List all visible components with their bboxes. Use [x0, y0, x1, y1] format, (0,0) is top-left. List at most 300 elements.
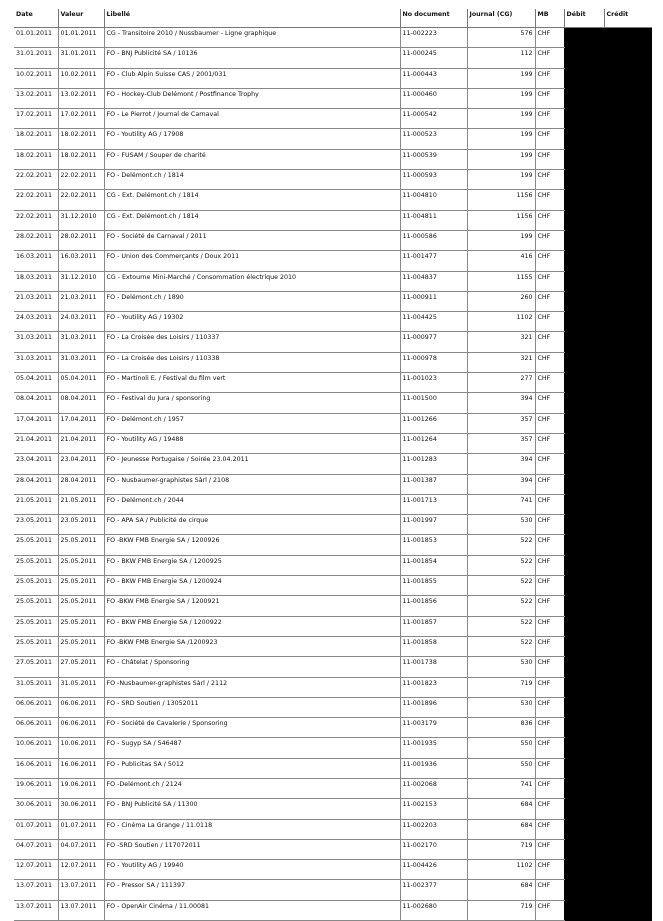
journal-cell: 522: [467, 596, 535, 616]
document-cell: 11-003179: [400, 718, 467, 738]
libelle-cell: FO -BKW FMB Energie SA / 1200926: [104, 535, 400, 555]
date-cell: 22.02.2011: [14, 210, 58, 230]
valeur-cell: 27.05.2011: [58, 657, 104, 677]
mb-cell: CHF: [535, 251, 564, 271]
table-row: [14, 596, 652, 616]
table-row: [14, 697, 652, 717]
valeur-cell: 25.05.2011: [58, 555, 104, 575]
journal-cell: 199: [467, 170, 535, 190]
valeur-cell: 23.04.2011: [58, 454, 104, 474]
header-date: Date: [14, 9, 58, 28]
credit-redacted-cell: [604, 596, 652, 616]
debit-redacted-cell: [564, 373, 604, 393]
credit-redacted-cell: [604, 190, 652, 210]
table-row: [14, 48, 652, 68]
journal-cell: 550: [467, 758, 535, 778]
libelle-cell: FO - SRD Soutien / 13052011: [104, 697, 400, 717]
credit-redacted-cell: [604, 312, 652, 332]
date-cell: 24.03.2011: [14, 312, 58, 332]
document-cell: 11-000523: [400, 129, 467, 149]
mb-cell: CHF: [535, 880, 564, 900]
journal-cell: 522: [467, 636, 535, 656]
date-cell: 31.03.2011: [14, 332, 58, 352]
date-cell: 10.06.2011: [14, 738, 58, 758]
mb-cell: CHF: [535, 636, 564, 656]
mb-cell: CHF: [535, 230, 564, 250]
date-cell: 18.02.2011: [14, 129, 58, 149]
document-cell: 11-002377: [400, 880, 467, 900]
mb-cell: CHF: [535, 129, 564, 149]
mb-cell: CHF: [535, 28, 564, 48]
mb-cell: CHF: [535, 109, 564, 129]
date-cell: 06.06.2011: [14, 718, 58, 738]
mb-cell: CHF: [535, 312, 564, 332]
valeur-cell: 25.05.2011: [58, 576, 104, 596]
credit-redacted-cell: [604, 494, 652, 514]
document-cell: 11-000586: [400, 230, 467, 250]
valeur-cell: 22.02.2011: [58, 170, 104, 190]
document-cell: 11-001858: [400, 636, 467, 656]
journal-cell: 522: [467, 616, 535, 636]
mb-cell: CHF: [535, 291, 564, 311]
journal-cell: 741: [467, 778, 535, 798]
table-row: [14, 413, 652, 433]
credit-redacted-cell: [604, 291, 652, 311]
valeur-cell: 30.06.2011: [58, 799, 104, 819]
journal-cell: 199: [467, 68, 535, 88]
table-row: [14, 515, 652, 535]
journal-cell: 684: [467, 819, 535, 839]
journal-cell: 576: [467, 28, 535, 48]
credit-redacted-cell: [604, 636, 652, 656]
credit-redacted-cell: [604, 778, 652, 798]
credit-redacted-cell: [604, 88, 652, 108]
mb-cell: CHF: [535, 535, 564, 555]
debit-redacted-cell: [564, 616, 604, 636]
valeur-cell: 04.07.2011: [58, 839, 104, 859]
libelle-cell: FO - Pressor SA / 111397: [104, 880, 400, 900]
mb-cell: CHF: [535, 555, 564, 575]
document-cell: 11-001855: [400, 576, 467, 596]
libelle-cell: CG - Extourne Mini-Marché / Consommation électrique 2010: [104, 271, 400, 291]
credit-redacted-cell: [604, 210, 652, 230]
document-cell: 11-002153: [400, 799, 467, 819]
date-cell: 28.04.2011: [14, 474, 58, 494]
credit-redacted-cell: [604, 332, 652, 352]
mb-cell: CHF: [535, 738, 564, 758]
valeur-cell: 31.12.2010: [58, 271, 104, 291]
date-cell: 28.02.2011: [14, 230, 58, 250]
header-debit: Débit: [564, 9, 604, 28]
table-row: [14, 129, 652, 149]
valeur-cell: 06.06.2011: [58, 697, 104, 717]
table-row: [14, 28, 652, 48]
date-cell: 16.06.2011: [14, 758, 58, 778]
valeur-cell: 21.03.2011: [58, 291, 104, 311]
debit-redacted-cell: [564, 251, 604, 271]
valeur-cell: 28.04.2011: [58, 474, 104, 494]
valeur-cell: 10.02.2011: [58, 68, 104, 88]
mb-cell: CHF: [535, 596, 564, 616]
debit-redacted-cell: [564, 900, 604, 920]
debit-redacted-cell: [564, 778, 604, 798]
table-row: [14, 718, 652, 738]
mb-cell: CHF: [535, 332, 564, 352]
credit-redacted-cell: [604, 109, 652, 129]
debit-redacted-cell: [564, 860, 604, 880]
table-row: [14, 210, 652, 230]
table-row: [14, 555, 652, 575]
date-cell: 08.04.2011: [14, 393, 58, 413]
ledger-page: [14, 9, 652, 921]
date-cell: 23.05.2011: [14, 515, 58, 535]
document-cell: 11-000978: [400, 352, 467, 372]
table-row: [14, 860, 652, 880]
libelle-cell: FO - Sugyp SA / 546487: [104, 738, 400, 758]
table-row: [14, 312, 652, 332]
valeur-cell: 25.05.2011: [58, 535, 104, 555]
ledger-table: [14, 9, 652, 921]
mb-cell: CHF: [535, 170, 564, 190]
credit-redacted-cell: [604, 271, 652, 291]
valeur-cell: 25.05.2011: [58, 596, 104, 616]
date-cell: 13.07.2011: [14, 900, 58, 920]
debit-redacted-cell: [564, 88, 604, 108]
libelle-cell: FO - Delémont.ch / 1890: [104, 291, 400, 311]
journal-cell: 1156: [467, 210, 535, 230]
journal-cell: 357: [467, 413, 535, 433]
document-cell: 11-001023: [400, 373, 467, 393]
credit-redacted-cell: [604, 555, 652, 575]
valeur-cell: 17.02.2011: [58, 109, 104, 129]
date-cell: 31.05.2011: [14, 677, 58, 697]
credit-redacted-cell: [604, 839, 652, 859]
table-row: [14, 819, 652, 839]
libelle-cell: FO - La Croisée des Loisirs / 110337: [104, 332, 400, 352]
debit-redacted-cell: [564, 170, 604, 190]
date-cell: 13.07.2011: [14, 880, 58, 900]
valeur-cell: 23.05.2011: [58, 515, 104, 535]
mb-cell: CHF: [535, 515, 564, 535]
debit-redacted-cell: [564, 474, 604, 494]
valeur-cell: 13.02.2011: [58, 88, 104, 108]
debit-redacted-cell: [564, 433, 604, 453]
document-cell: 11-002680: [400, 900, 467, 920]
credit-redacted-cell: [604, 718, 652, 738]
table-row: [14, 799, 652, 819]
journal-cell: 522: [467, 555, 535, 575]
valeur-cell: 31.01.2011: [58, 48, 104, 68]
libelle-cell: FO -BKW FMB Energie SA / 1200921: [104, 596, 400, 616]
date-cell: 25.05.2011: [14, 636, 58, 656]
document-cell: 11-000977: [400, 332, 467, 352]
debit-redacted-cell: [564, 271, 604, 291]
libelle-cell: FO -Delémont.ch / 2124: [104, 778, 400, 798]
table-row: [14, 494, 652, 514]
valeur-cell: 25.05.2011: [58, 636, 104, 656]
valeur-cell: 06.06.2011: [58, 718, 104, 738]
date-cell: 18.03.2011: [14, 271, 58, 291]
table-row: [14, 393, 652, 413]
date-cell: 21.03.2011: [14, 291, 58, 311]
credit-redacted-cell: [604, 170, 652, 190]
debit-redacted-cell: [564, 291, 604, 311]
mb-cell: CHF: [535, 494, 564, 514]
mb-cell: CHF: [535, 799, 564, 819]
document-cell: 11-001823: [400, 677, 467, 697]
credit-redacted-cell: [604, 251, 652, 271]
debit-redacted-cell: [564, 494, 604, 514]
date-cell: 01.07.2011: [14, 819, 58, 839]
document-cell: 11-001935: [400, 738, 467, 758]
credit-redacted-cell: [604, 433, 652, 453]
mb-cell: CHF: [535, 758, 564, 778]
mb-cell: CHF: [535, 860, 564, 880]
valeur-cell: 12.07.2011: [58, 860, 104, 880]
journal-cell: 530: [467, 697, 535, 717]
credit-redacted-cell: [604, 860, 652, 880]
journal-cell: 719: [467, 677, 535, 697]
header-valeur: Valeur: [58, 9, 104, 28]
table-row: [14, 109, 652, 129]
libelle-cell: FO - Youtility AG / 19302: [104, 312, 400, 332]
credit-redacted-cell: [604, 474, 652, 494]
date-cell: 19.06.2011: [14, 778, 58, 798]
mb-cell: CHF: [535, 718, 564, 738]
libelle-cell: FO -SRD Soutien / 117072011: [104, 839, 400, 859]
libelle-cell: FO -Nusbaumer-graphistes Sàrl / 2112: [104, 677, 400, 697]
libelle-cell: FO - Delémont.ch / 1814: [104, 170, 400, 190]
journal-cell: 1102: [467, 860, 535, 880]
mb-cell: CHF: [535, 839, 564, 859]
ledger-body: [14, 28, 652, 921]
document-cell: 11-001738: [400, 657, 467, 677]
date-cell: 17.04.2011: [14, 413, 58, 433]
date-cell: 25.05.2011: [14, 535, 58, 555]
journal-cell: 522: [467, 576, 535, 596]
debit-redacted-cell: [564, 535, 604, 555]
document-cell: 11-001477: [400, 251, 467, 271]
mb-cell: CHF: [535, 819, 564, 839]
credit-redacted-cell: [604, 657, 652, 677]
debit-redacted-cell: [564, 799, 604, 819]
journal-cell: 684: [467, 880, 535, 900]
date-cell: 13.02.2011: [14, 88, 58, 108]
libelle-cell: FO - Cinéma La Grange / 11.0118: [104, 819, 400, 839]
date-cell: 06.06.2011: [14, 697, 58, 717]
debit-redacted-cell: [564, 190, 604, 210]
credit-redacted-cell: [604, 900, 652, 920]
valeur-cell: 16.06.2011: [58, 758, 104, 778]
mb-cell: CHF: [535, 657, 564, 677]
document-cell: 11-001854: [400, 555, 467, 575]
document-cell: 11-004837: [400, 271, 467, 291]
valeur-cell: 31.03.2011: [58, 332, 104, 352]
debit-redacted-cell: [564, 454, 604, 474]
journal-cell: 394: [467, 474, 535, 494]
libelle-cell: FO - Club Alpin Suisse CAS / 2001/031: [104, 68, 400, 88]
mb-cell: CHF: [535, 900, 564, 920]
libelle-cell: FO - Festival du Jura / sponsoring: [104, 393, 400, 413]
mb-cell: CHF: [535, 576, 564, 596]
date-cell: 17.02.2011: [14, 109, 58, 129]
date-cell: 30.06.2011: [14, 799, 58, 819]
table-row: [14, 251, 652, 271]
document-cell: 11-001896: [400, 697, 467, 717]
valeur-cell: 28.02.2011: [58, 230, 104, 250]
credit-redacted-cell: [604, 738, 652, 758]
document-cell: 11-004426: [400, 860, 467, 880]
debit-redacted-cell: [564, 738, 604, 758]
journal-cell: 394: [467, 393, 535, 413]
debit-redacted-cell: [564, 109, 604, 129]
mb-cell: CHF: [535, 88, 564, 108]
journal-cell: 1156: [467, 190, 535, 210]
document-cell: 11-004811: [400, 210, 467, 230]
credit-redacted-cell: [604, 48, 652, 68]
header-credit: Crédit: [604, 9, 652, 28]
credit-redacted-cell: [604, 413, 652, 433]
document-cell: 11-001936: [400, 758, 467, 778]
date-cell: 01.01.2011: [14, 28, 58, 48]
credit-redacted-cell: [604, 230, 652, 250]
mb-cell: CHF: [535, 454, 564, 474]
document-cell: 11-001387: [400, 474, 467, 494]
valeur-cell: 31.05.2011: [58, 677, 104, 697]
journal-cell: 260: [467, 291, 535, 311]
credit-redacted-cell: [604, 515, 652, 535]
journal-cell: 199: [467, 88, 535, 108]
libelle-cell: FO - Youtility AG / 17908: [104, 129, 400, 149]
debit-redacted-cell: [564, 312, 604, 332]
document-cell: 11-002068: [400, 778, 467, 798]
libelle-cell: FO - Hockey-Club Delémont / Postfinance Trophy: [104, 88, 400, 108]
document-cell: 11-000245: [400, 48, 467, 68]
date-cell: 22.02.2011: [14, 170, 58, 190]
document-cell: 11-001264: [400, 433, 467, 453]
credit-redacted-cell: [604, 677, 652, 697]
table-row: [14, 576, 652, 596]
libelle-cell: FO - FUSAM / Souper de charité: [104, 149, 400, 169]
debit-redacted-cell: [564, 839, 604, 859]
valeur-cell: 10.06.2011: [58, 738, 104, 758]
document-cell: 11-001283: [400, 454, 467, 474]
table-row: [14, 230, 652, 250]
mb-cell: CHF: [535, 149, 564, 169]
journal-cell: 530: [467, 515, 535, 535]
document-cell: 11-001713: [400, 494, 467, 514]
valeur-cell: 31.12.2010: [58, 210, 104, 230]
table-row: [14, 88, 652, 108]
debit-redacted-cell: [564, 230, 604, 250]
document-cell: 11-004425: [400, 312, 467, 332]
document-cell: 11-002223: [400, 28, 467, 48]
document-cell: 11-004810: [400, 190, 467, 210]
credit-redacted-cell: [604, 129, 652, 149]
table-row: [14, 758, 652, 778]
document-cell: 11-001997: [400, 515, 467, 535]
libelle-cell: FO - BNJ Publicité SA / 11300: [104, 799, 400, 819]
debit-redacted-cell: [564, 28, 604, 48]
document-cell: 11-000443: [400, 68, 467, 88]
libelle-cell: CG - Ext. Delémont.ch / 1814: [104, 210, 400, 230]
libelle-cell: FO - BNJ Publicité SA / 10136: [104, 48, 400, 68]
libelle-cell: CG - Transitoire 2010 / Nussbaumer - Ligne graphique: [104, 28, 400, 48]
date-cell: 12.07.2011: [14, 860, 58, 880]
valeur-cell: 21.04.2011: [58, 433, 104, 453]
credit-redacted-cell: [604, 393, 652, 413]
libelle-cell: FO - Delémont.ch / 2044: [104, 494, 400, 514]
table-row: [14, 68, 652, 88]
journal-cell: 1155: [467, 271, 535, 291]
mb-cell: CHF: [535, 393, 564, 413]
debit-redacted-cell: [564, 677, 604, 697]
libelle-cell: FO - Delémont.ch / 1957: [104, 413, 400, 433]
journal-cell: 112: [467, 48, 535, 68]
debit-redacted-cell: [564, 718, 604, 738]
table-row: [14, 657, 652, 677]
date-cell: 05.04.2011: [14, 373, 58, 393]
mb-cell: CHF: [535, 190, 564, 210]
credit-redacted-cell: [604, 819, 652, 839]
table-row: [14, 149, 652, 169]
credit-redacted-cell: [604, 149, 652, 169]
table-row: [14, 778, 652, 798]
table-row: [14, 900, 652, 920]
credit-redacted-cell: [604, 535, 652, 555]
table-row: [14, 190, 652, 210]
debit-redacted-cell: [564, 596, 604, 616]
journal-cell: 522: [467, 535, 535, 555]
journal-cell: 321: [467, 352, 535, 372]
libelle-cell: FO - Le Pierrot / Journal de Carnaval: [104, 109, 400, 129]
journal-cell: 741: [467, 494, 535, 514]
journal-cell: 199: [467, 109, 535, 129]
date-cell: 25.05.2011: [14, 616, 58, 636]
date-cell: 04.07.2011: [14, 839, 58, 859]
journal-cell: 550: [467, 738, 535, 758]
table-row: [14, 738, 652, 758]
table-row: [14, 535, 652, 555]
mb-cell: CHF: [535, 48, 564, 68]
journal-cell: 530: [467, 657, 535, 677]
valeur-cell: 18.02.2011: [58, 149, 104, 169]
debit-redacted-cell: [564, 697, 604, 717]
document-cell: 11-001856: [400, 596, 467, 616]
table-row: [14, 677, 652, 697]
libelle-cell: FO - Société de Carnaval / 2011: [104, 230, 400, 250]
valeur-cell: 13.07.2011: [58, 900, 104, 920]
date-cell: 25.05.2011: [14, 555, 58, 575]
valeur-cell: 08.04.2011: [58, 393, 104, 413]
libelle-cell: FO - Nusbaumer-graphistes Sàrl / 2108: [104, 474, 400, 494]
table-row: [14, 373, 652, 393]
debit-redacted-cell: [564, 332, 604, 352]
debit-redacted-cell: [564, 393, 604, 413]
table-row: [14, 839, 652, 859]
document-cell: 11-001500: [400, 393, 467, 413]
table-row: [14, 636, 652, 656]
valeur-cell: 18.02.2011: [58, 129, 104, 149]
debit-redacted-cell: [564, 819, 604, 839]
document-cell: 11-000542: [400, 109, 467, 129]
credit-redacted-cell: [604, 454, 652, 474]
valeur-cell: 25.05.2011: [58, 616, 104, 636]
valeur-cell: 24.03.2011: [58, 312, 104, 332]
date-cell: 10.02.2011: [14, 68, 58, 88]
date-cell: 25.05.2011: [14, 576, 58, 596]
table-row: [14, 291, 652, 311]
